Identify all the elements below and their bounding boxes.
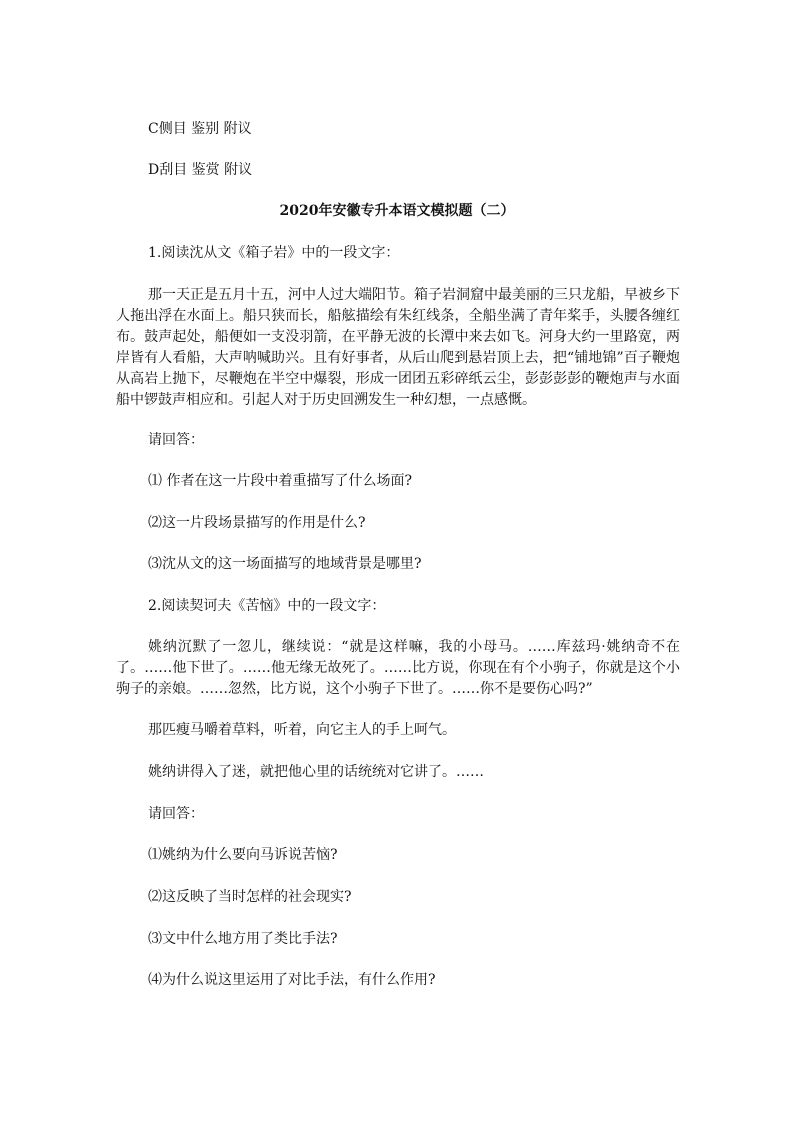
question-2-prompt: 2.阅读契诃夫《苦恼》中的一段文字： [148, 598, 386, 614]
question-2-item-4: ⑷为什么说这里运用了对比手法，有什么作用? [148, 972, 436, 988]
question-2-ask: 请回答： [148, 806, 204, 822]
question-1-prompt: 1.阅读沈从文《箱子岩》中的一段文字： [148, 245, 400, 261]
question-1-passage: 那一天正是五月十五，河中人过大端阳节。箱子岩洞窟中最美丽的三只龙船，早被乡下人拖出浮在水面上。船只狭而长，船舷描绘有朱红线条，全船坐满了青年桨手，头腰各缠红布。鼓声起处，船便如一支没羽箭，在平静无波的长潭中来去如飞。河身大约一里路宽，两岸皆有人看船，大声呐喊助兴。且有好事者，从后山爬到悬岩顶上去，把“铺地锦”百子鞭炮从高岩上抛下，尽鞭炮在半空中爆裂，形成一团团五彩碎纸云尘，彭彭彭彭的鞭炮声与水面船中锣鼓声相应和。引起人对于历史回溯发生一种幻想，一点感慨。 [116, 287, 680, 408]
question-1-item-1: ⑴ 作者在这一片段中着重描写了什么场面? [148, 473, 412, 489]
question-2-item-2: ⑵这反映了当时怎样的社会现实? [148, 889, 352, 905]
option-d: D刮目 鉴赏 附议 [148, 162, 253, 178]
option-c: C侧目 鉴别 附议 [148, 121, 252, 137]
question-2-passage-2: 那匹瘦马嚼着草料，听着，向它主人的手上呵气。 [148, 722, 456, 738]
question-2-passage-3: 姚纳讲得入了迷，就把他心里的话统统对它讲了。…… [148, 764, 484, 780]
question-1-item-2: ⑵这一片段场景描写的作用是什么? [148, 515, 366, 531]
question-2-item-3: ⑶文中什么地方用了类比手法? [148, 931, 338, 947]
question-2-item-1: ⑴姚纳为什么要向马诉说苦恼? [148, 847, 338, 863]
question-2-passage-1: 姚纳沉默了一忽儿，继续说：“就是这样嘛，我的小母马。……库兹玛·姚纳奇不在了。……他下世了。……他无缘无故死了。……比方说，你现在有个小驹子，你就是这个小驹子的亲娘。……忽然，比方说，这个小驹子下世了。……你不是要伤心吗?” [116, 639, 680, 697]
question-1-ask: 请回答： [148, 432, 204, 448]
question-1-item-3: ⑶沈从文的这一场面描写的地域背景是哪里? [148, 556, 422, 572]
page-title: 2020年安徽专升本语文模拟题（二） [279, 203, 515, 219]
